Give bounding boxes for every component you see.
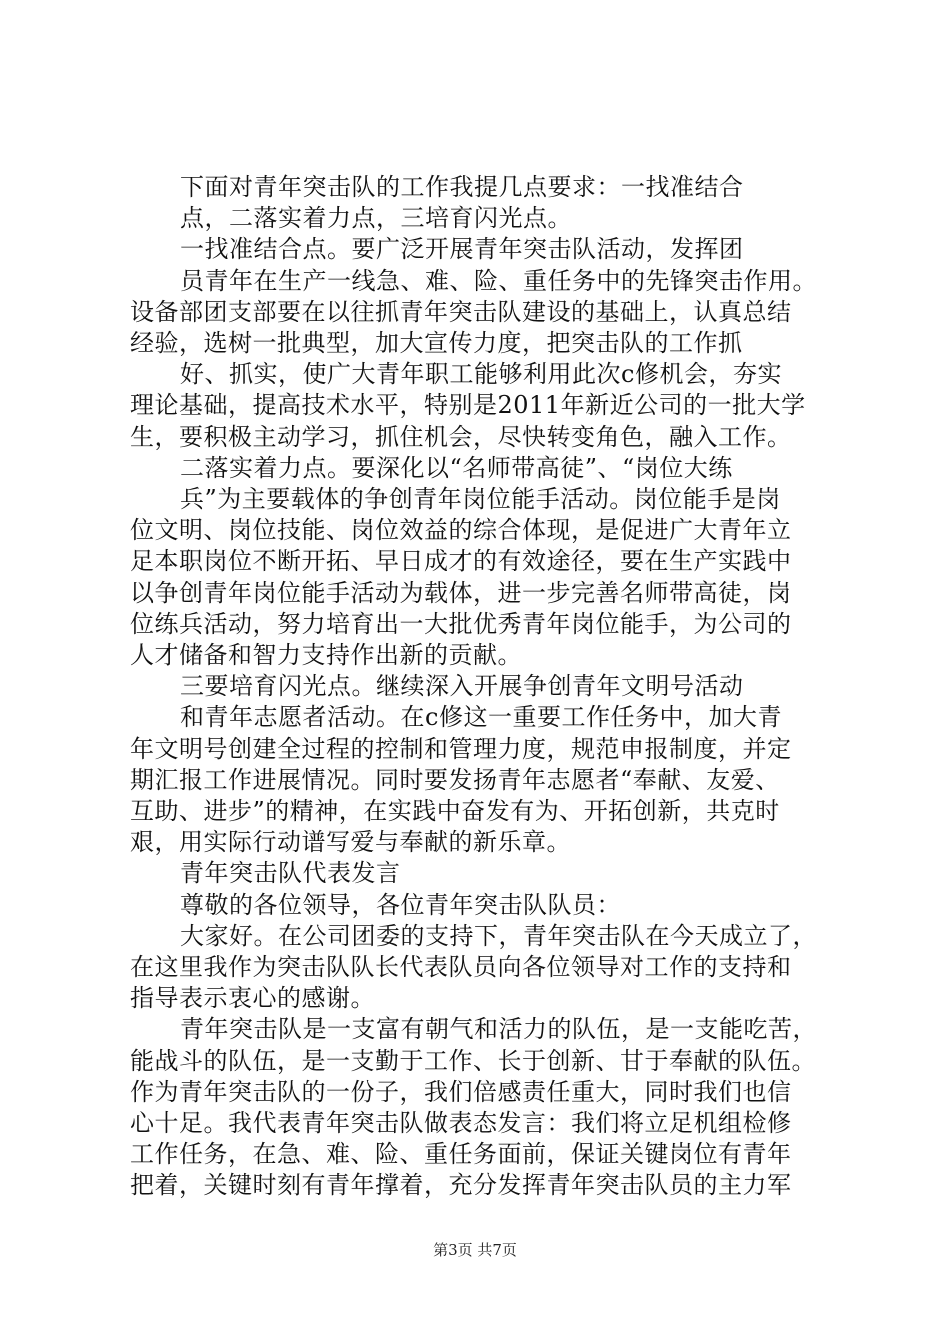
salutation: 尊敬的各位领导，各位青年突击队队员： — [180, 890, 621, 919]
text-line: 设备部团支部要在以往抓青年突击队建设的基础上，认真总结 — [130, 297, 792, 326]
text-line: 和青年志愿者活动。在c修这一重要工作任务中，加大青 — [180, 703, 782, 732]
text-line: 工作任务，在急、难、险、重任务面前，保证关键岗位有青年 — [130, 1140, 792, 1169]
text-line: 一找准结合点。要广泛开展青年突击队活动，发挥团 — [180, 235, 744, 264]
text-line: 大家好。在公司团委的支持下，青年突击队在今天成立了， — [180, 921, 817, 950]
text-line: 员青年在生产一线急、难、险、重任务中的先锋突击作用。 — [180, 266, 817, 295]
text-line: 人才储备和智力支持作出新的贡献。 — [130, 641, 522, 669]
section-heading: 青年突击队代表发言 — [180, 859, 401, 888]
text-line: 位文明、岗位技能、岗位效益的综合体现，是促进广大青年立 — [130, 516, 792, 545]
text-line: 理论基础，提高技术水平，特别是2011年新近公司的一批大学 — [130, 391, 806, 420]
text-line: 以争创青年岗位能手活动为载体，进一步完善名师带高徒，岗 — [130, 578, 792, 607]
text-line: 好、抓实，使广大青年职工能够利用此次c修机会，夯实 — [180, 360, 782, 389]
text-line: 把着，关键时刻有青年撑着，充分发挥青年突击队员的主力军 — [130, 1171, 792, 1200]
text-line: 点，二落实着力点，三培育闪光点。 — [180, 204, 572, 233]
text-line: 三要培育闪光点。继续深入开展争创青年文明号活动 — [180, 672, 744, 701]
text-line: 二落实着力点。要深化以“名师带高徒”、“岗位大练 — [180, 453, 733, 482]
text-line: 下面对青年突击队的工作我提几点要求：一找准结合 — [180, 173, 744, 201]
text-line: 兵”为主要载体的争创青年岗位能手活动。岗位能手是岗 — [180, 485, 781, 513]
text-line: 能战斗的队伍，是一支勤于工作、长于创新、甘于奉献的队伍。 — [130, 1046, 816, 1075]
page-number-footer: 第3页 共7页 — [433, 1241, 517, 1259]
text-line: 期汇报工作进展情况。同时要发扬青年志愿者“奉献、友爱、 — [130, 765, 780, 794]
text-line: 艰，用实际行动谱写爱与奉献的新乐章。 — [130, 828, 571, 857]
text-line: 在这里我作为突击队队长代表队员向各位领导对工作的支持和 — [130, 953, 792, 981]
text-line: 指导表示衷心的感谢。 — [130, 984, 375, 1013]
text-line: 年文明号创建全过程的控制和管理力度，规范申报制度，并定 — [130, 734, 792, 763]
text-line: 位练兵活动，努力培育出一大批优秀青年岗位能手，为公司的 — [130, 609, 792, 638]
text-line: 作为青年突击队的一份子，我们倍感责任重大，同时我们也信 — [130, 1077, 792, 1106]
text-line: 经验，选树一批典型，加大宣传力度，把突击队的工作抓 — [130, 329, 743, 357]
text-line: 青年突击队是一支富有朝气和活力的队伍，是一支能吃苦， — [180, 1015, 817, 1044]
text-line: 心十足。我代表青年突击队做表态发言：我们将立足机组检修 — [130, 1109, 792, 1137]
text-line: 足本职岗位不断开拓、早日成才的有效途径，要在生产实践中 — [130, 547, 792, 576]
text-line: 生，要积极主动学习，抓住机会，尽快转变角色，融入工作。 — [130, 422, 792, 451]
text-line: 互助、进步”的精神，在实践中奋发有为、开拓创新，共克时 — [130, 797, 780, 825]
